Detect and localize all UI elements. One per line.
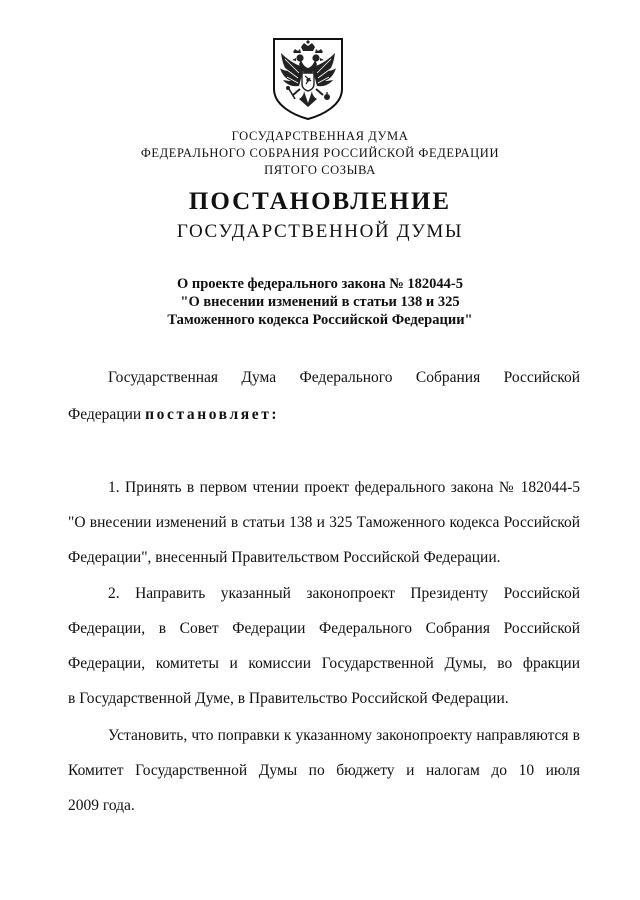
subject-line-1: О проекте федерального закона № 182044-5	[176, 276, 464, 292]
resolves-keyword: постановляет:	[145, 406, 280, 423]
preamble-line-1: Государственная Дума Федерального Собрания Российской	[108, 369, 580, 386]
document-subtitle: ГОСУДАРСТВЕННОЙ ДУМЫ	[176, 221, 464, 242]
header-line-assembly: ФЕДЕРАЛЬНОГО СОБРАНИЯ РОССИЙСКОЙ ФЕДЕРАЦИИ	[140, 146, 500, 160]
coat-of-arms-emblem	[271, 37, 345, 121]
item-2-line-1: 2. Направить указанный законопроект Президенту Российской	[108, 585, 580, 602]
item-2-line-3: Федерации, комитеты и комиссии Государственной Думы, во фракции	[68, 655, 580, 672]
preamble-text: Федерации	[68, 406, 146, 423]
item-1-line-3: Федерации", внесенный Правительством Российской Федерации.	[68, 549, 501, 566]
item-2-line-2: Федерации, в Совет Федерации Федерального Собрания Российской	[68, 620, 580, 637]
header-line-duma: ГОСУДАРСТВЕННАЯ ДУМА	[231, 129, 409, 143]
item-3-line-1: Установить, что поправки к указанному законопроекту направляются в	[108, 727, 580, 744]
document-title: ПОСТАНОВЛЕНИЕ	[188, 188, 452, 215]
item-3-line-3: 2009 года.	[68, 797, 135, 814]
subject-line-3: Таможенного кодекса Российской Федерации"	[167, 312, 473, 328]
item-3-line-2: Комитет Государственной Думы по бюджету и налогам до 10 июля	[68, 762, 580, 779]
header-line-convocation: ПЯТОГО СОЗЫВА	[264, 163, 376, 177]
preamble-line-2	[68, 406, 580, 423]
subject-line-2: "О внесении изменений в статьи 138 и 325	[180, 294, 460, 310]
item-2-line-4: в Государственной Думе, в Правительство Российской Федерации.	[68, 690, 509, 707]
item-1-line-2: "О внесении изменений в статьи 138 и 325 Таможенного кодекса Российской	[68, 514, 580, 531]
item-1-line-1: 1. Принять в первом чтении проект федерального закона № 182044-5	[108, 479, 580, 496]
